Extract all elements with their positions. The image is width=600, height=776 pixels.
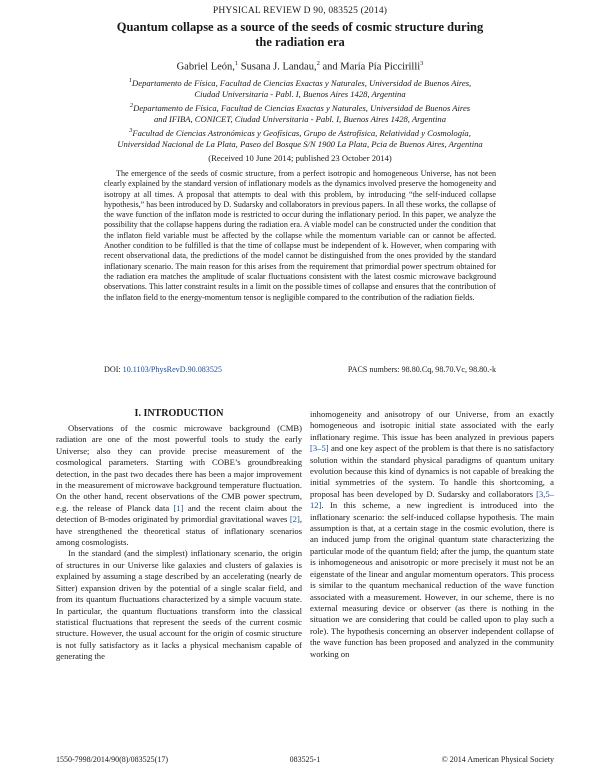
affiliation-text: Facultad de Ciencias Astronómicas y Geofísicas, Grupo de Astrofísica, Relatividad y Cosmología, (132, 127, 471, 138)
doi-label: DOI: (104, 365, 121, 374)
paragraph-text: and one key aspect of the problem is that there is no satisfactory solution within the standard physical paradigms of quantum unitary evolution because this kind of dynamics is not capable of breaking the initial symmetries of the system. To handle this shortcoming, a proposal has been developed by D. Sudarsky and collaborators (310, 443, 554, 499)
paragraph (310, 409, 554, 660)
affiliation-text: and IFIBA, CONICET, Ciudad Universitaria - Pabl. I, Buenos Aires 1428, Argentina (153, 113, 446, 124)
author-list (0, 60, 600, 73)
author-affiliation-mark: 2 (316, 60, 320, 67)
author-name: and María Pía Piccirilli (322, 61, 421, 73)
received-dates: (Received 10 June 2014; published 23 October 2014) (208, 153, 392, 163)
affiliation-text: Departamento de Física, Facultad de Ciencias Exactas y Naturales, Universidad de Buenos Aires, (132, 77, 472, 88)
author-name: Gabriel León, (176, 61, 235, 73)
affiliation-text: Universidad Nacional de La Plata, Paseo del Bosque S/N 1900 La Plata, Pcia de Buenos Aires, Argentina (117, 138, 483, 149)
paragraph-text: , have strengthened the theoretical status of inflationary scenarios among cosmologists. (56, 514, 302, 548)
affiliation (40, 75, 560, 100)
journal-header: PHYSICAL REVIEW D 90, 083525 (2014) (212, 6, 388, 16)
citation-link[interactable]: [2] (289, 514, 300, 525)
affiliation (40, 100, 560, 125)
footer-issn: 1550-7998/2014/90(8)/083525(17) (56, 755, 168, 764)
footer-copyright: © 2014 American Physical Society (441, 755, 554, 764)
affiliation-mark: 2 (129, 102, 134, 109)
paper-title (60, 20, 540, 50)
paragraph-text: Observations of the cosmic microwave background (CMB) radiation are one of the most powerful tools to study the early Universe; also they can provide precise measurement of the cosmological parameters. Starting with COBE’s groundbreaking detection, in the past two decades there has been a major improvement in the measurement of microwave background temperature fluctuation. On the other hand, recent observations of the CMB power spectrum, e.g. the release of Planck data (56, 423, 302, 513)
section-heading: I. INTRODUCTION (134, 408, 224, 419)
author-affiliation-mark: 1 (234, 60, 239, 67)
title-line-1: Quantum collapse as a source of the seeds of cosmic structure during (116, 20, 484, 34)
doi-link[interactable]: 10.1103/PhysRevD.90.083525 (122, 365, 222, 374)
paragraph-text: inhomogeneity and anisotropy of our Universe, from an exactly homogeneous and isotropic initial state associated with the early inflationary regime. This issue has been analyzed in previous papers (310, 409, 554, 442)
affiliation-mark: 1 (128, 77, 133, 84)
abstract: The emergence of the seeds of cosmic structure, from a perfect isotropic and homogeneous Universe, has not been clearly explained by the standard version of inflationary models as the dynamics involved preserve the homogeneity and isotropy at all times. A proposal that attempts to deal with this problem, by introducing “the self-induced collapse hypothesis,” has been introduced by D. Sudarsky and collaborators in previous papers. In all these works, the collapse of the wave function of the inflaton mode is restricted to occur during the inflationary period. In this paper, we analyze the possibility that the collapse happens during the radiation era. A viable model can be constructed under the condition that the inflaton field variable must be affected by the collapse while the momentum variable can or cannot be affected. Another condition to be fulfilled is that the time of collapse must be independent of k. However, when comparing with recent observational data, the predictions of the model cannot be distinguished from the ones provided by the standard inflationary scenario. The main reason for this arises from the requirement that primordial power spectrum obtained for the radiation era matches the amplitude of scalar fluctuations consistent with the latest cosmic microwave background observations. This latter constraint results in a limit on the possible times of collapse and ensures that the contribution of the inflaton field to the energy-momentum tensor is negligible compared to the contribution of the radiation fields. (104, 169, 496, 302)
citation-link[interactable]: [1] (173, 502, 184, 513)
affiliation-text: Departamento de Física, Facultad de Ciencias Exactas y Naturales, Universidad de Buenos Aires (133, 102, 471, 113)
affiliation (40, 125, 560, 150)
affiliation-mark: 3 (129, 127, 133, 134)
footer-page-number: 083525-1 (289, 755, 321, 764)
left-column (56, 423, 302, 663)
author-name: Susana J. Landau, (240, 61, 317, 73)
citation-link[interactable]: [3–5] (310, 443, 329, 454)
title-line-2: the radiation era (255, 35, 345, 49)
affiliation-text: Ciudad Universitaria - Pabl. I, Buenos Aires 1428, Argentina (194, 88, 406, 99)
doi-pacs-line (104, 365, 496, 374)
author-affiliation-mark: 3 (420, 60, 424, 67)
paragraph-text: and the recent claim about the detection of B-modes originated by primordial gravitational waves (56, 502, 303, 525)
pacs-numbers: PACS numbers: 98.80.Cq, 98.70.Vc, 98.80.-k (347, 365, 496, 374)
citation-link[interactable]: [3,5–12] (310, 488, 554, 511)
right-column (310, 409, 554, 660)
paragraph (56, 423, 302, 548)
paragraph: In the standard (and the simplest) inflationary scenario, the origin of structures in our Universe like galaxies and clusters of galaxies is explained by assuming a stage described by an accelerating (nearly de Sitter) expansion driven by the potential of a single scalar field, and from its quantum fluctuations characterized by a simple vacuum state. In particular, the quantum fluctuations transform into the classical statistical fluctuations that represent the seeds of the current cosmic structure. However, the usual account for the origin of cosmic structure is not fully satisfactory as it lacks a physical mechanism capable of generating the (56, 548, 302, 662)
paragraph-text: . In this scheme, a new ingredient is introduced into the inflationary scenario: the self-induced collapse hypothesis. The main assumption is that, at a certain stage in the cosmic evolution, there is an induced jump from the original quantum state characterizing the particular mode of the quantum field; after the jump, the quantum state is inhomogeneous and anisotropic or more precisely it must not be an eigenstate of the linear and angular momentum operators. This process is similar to the quantum mechanical reduction of the wave function associated with a measurement. However, in our scheme, there is no external measuring device or observer (as there is nothing in the situation we are considering that could be called upon to play such a role). The hypothesis concerning an observer independent collapse of the wave function has been proposed and analyzed in the community working on (310, 500, 554, 659)
